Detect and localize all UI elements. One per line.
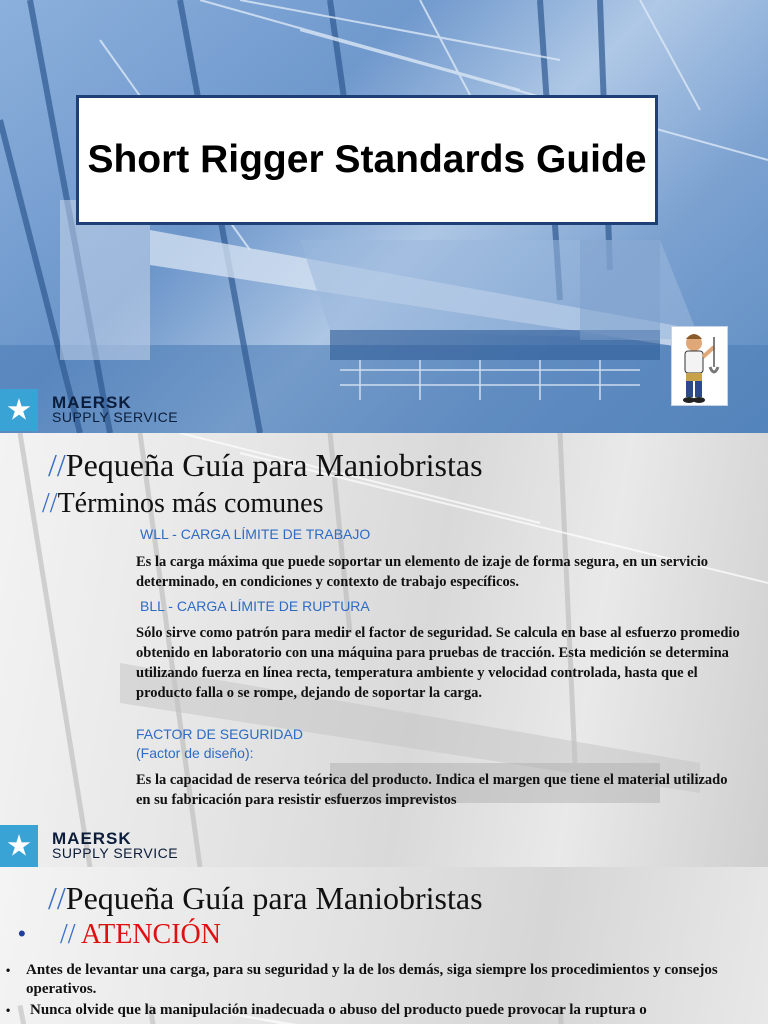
logo-subtitle: SUPPLY SERVICE: [52, 409, 179, 425]
term-label-factor: FACTOR DE SEGURIDAD: [136, 726, 303, 742]
bullet-icon: •: [18, 921, 26, 946]
maersk-star-icon: [0, 389, 38, 431]
rigger-worker-illustration: [671, 326, 728, 406]
slide3-heading-text: Pequeña Guía para Maniobristas: [65, 880, 483, 916]
bullet-text: Nunca olvide que la manipulación inadecuada o abuso del producto puede provocar la ruptura o: [30, 1002, 647, 1018]
heading-slashes: //: [48, 447, 66, 483]
term-text-factor: Es la capacidad de reserva teórica del producto. Indica el margen que tiene el material utilizado en su fabricación para resistir esfuerzos imprevistos: [136, 772, 728, 808]
slide-title: Short Rigger Standards Guide: [87, 138, 647, 181]
attention-slide: [0, 867, 768, 1024]
bullet-icon: •: [6, 963, 11, 977]
attention-title: [60, 919, 221, 951]
logo-subtitle: SUPPLY SERVICE: [52, 845, 179, 861]
title-box: [76, 95, 658, 225]
slide2-subheading: [42, 488, 324, 520]
term-text-wll: Es la carga máxima que puede soportar un elemento de izaje de forma segura, en un servicio determinado, en condiciones y contexto de trabajo específicos.: [136, 554, 709, 590]
attention-label: ATENCIÓN: [81, 919, 222, 950]
list-item: [6, 961, 766, 999]
list-item: [6, 1001, 768, 1020]
term-label-factor-sub: (Factor de diseño):: [136, 745, 254, 761]
subheading-slashes: //: [42, 488, 58, 519]
bullet-icon: •: [6, 1003, 11, 1017]
term-label-bll: BLL - CARGA LÍMITE DE RUPTURA: [140, 598, 370, 614]
logo-brand: MAERSK: [52, 393, 132, 412]
slide2-heading-text: Pequeña Guía para Maniobristas: [65, 447, 483, 483]
maersk-logo: [0, 824, 178, 867]
slide2-subheading-text: Términos más comunes: [57, 488, 324, 519]
slide3-heading: [48, 880, 483, 917]
slide2-heading: [48, 447, 483, 484]
terms-slide: [0, 433, 768, 867]
title-slide: [0, 0, 768, 433]
maersk-logo: [0, 388, 178, 432]
attention-slashes: //: [60, 919, 82, 950]
term-label-wll: WLL - CARGA LÍMITE DE TRABAJO: [140, 526, 371, 542]
term-text-bll: Sólo sirve como patrón para medir el factor de seguridad. Se calcula en base al esfuerzo promedio obtenido en laboratorio con una máquina para pruebas de tracción. Esta medición se determina utilizando fuerza en línea recta, temperatura ambiente y velocidad controlada, hasta que el producto falla o se rompe, dejando de soportar la carga.: [136, 625, 740, 701]
bullet-text: Antes de levantar una carga, para su seguridad y la de los demás, siga siempre los procedimientos y consejos operativos.: [26, 962, 718, 997]
heading-slashes: //: [48, 880, 66, 916]
logo-brand: MAERSK: [52, 829, 132, 848]
maersk-star-icon: [0, 825, 38, 867]
worker-icon: [672, 327, 727, 405]
